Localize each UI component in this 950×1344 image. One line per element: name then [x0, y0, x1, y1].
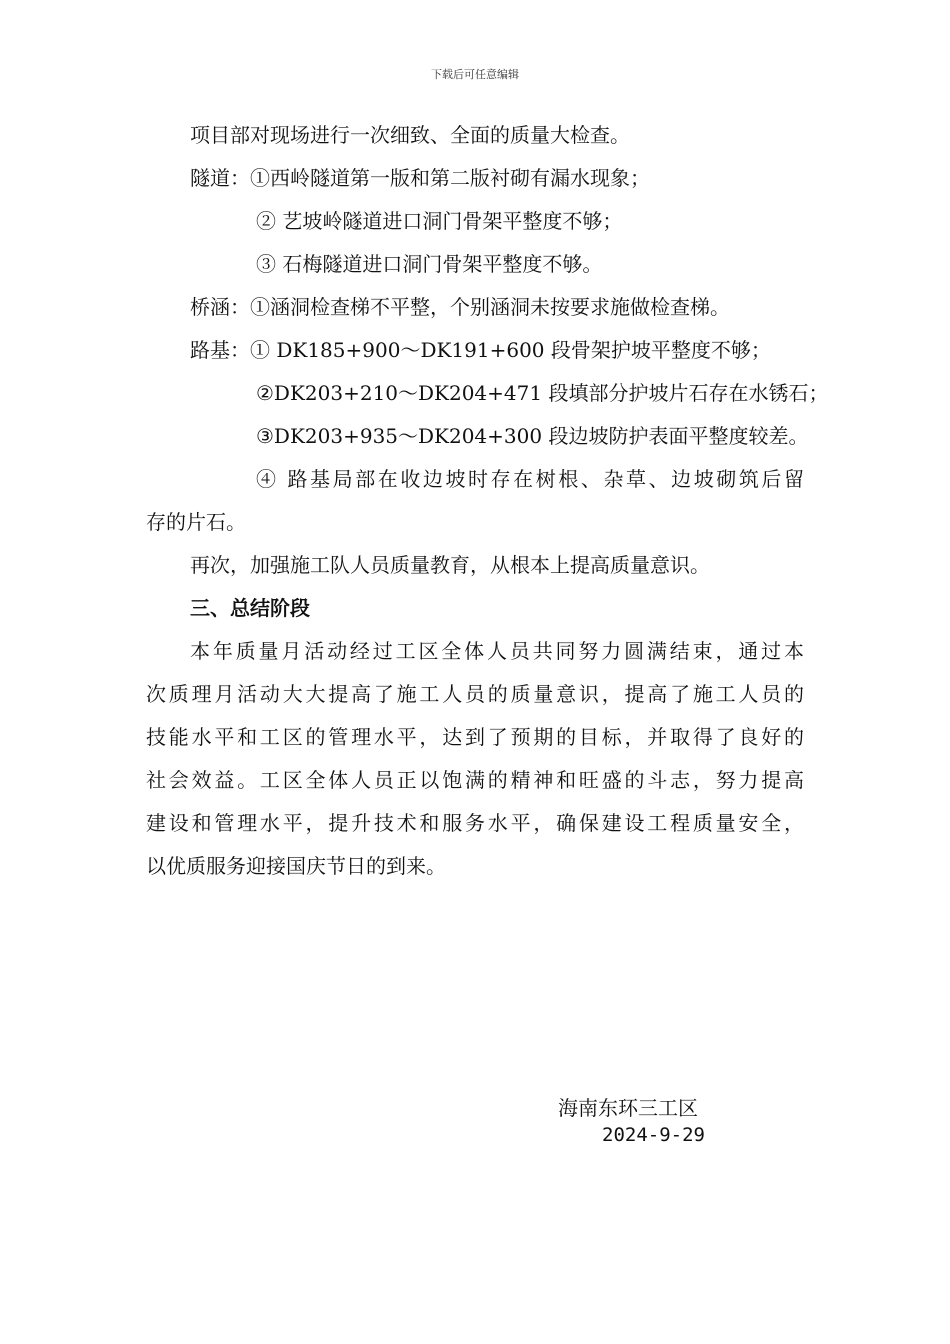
summary-line-2: 次质理月活动大大提高了施工人员的质量意识，提高了施工人员的 — [146, 682, 804, 706]
body-line-tunnel-2: ② 艺坡岭隧道进口洞门骨架平整度不够； — [256, 209, 623, 233]
body-line-education: 再次，加强施工队人员质量教育，从根本上提高质量意识。 — [190, 553, 710, 577]
body-line-tunnel-1: 隧道：①西岭隧道第一版和第二版衬砌有漏水现象； — [190, 166, 650, 190]
signature-org: 海南东环三工区 — [558, 1096, 698, 1120]
section-heading: 三、总结阶段 — [190, 596, 310, 620]
body-line-roadbed-1: 路基：① DK185+900～DK191+600 段骨架护坡平整度不够； — [190, 338, 771, 362]
signature-date: 2024-9-29 — [602, 1124, 705, 1146]
summary-line-5: 建设和管理水平，提升技术和服务水平，确保建设工程质量安全， — [146, 811, 804, 835]
body-line-bridge-1: 桥涵：①涵洞检查梯不平整，个别涵洞未按要求施做检查梯。 — [190, 295, 730, 319]
body-line-roadbed-2: ②DK203+210～DK204+471 段填部分护坡片石存在水锈石； — [256, 381, 829, 405]
summary-line-6: 以优质服务迎接国庆节日的到来。 — [146, 854, 446, 878]
body-line-roadbed-3: ③DK203+935～DK204+300 段边坡防护表面平整度较差。 — [256, 424, 809, 448]
summary-line-3: 技能水平和工区的管理水平，达到了预期的目标，并取得了良好的 — [146, 725, 804, 749]
body-line-roadbed-4-cont: 存的片石。 — [146, 510, 246, 534]
summary-line-4: 社会效益。工区全体人员正以饱满的精神和旺盛的斗志，努力提高 — [146, 768, 804, 792]
body-line-roadbed-4: ④ 路基局部在收边坡时存在树根、杂草、边坡砌筑后留 — [256, 467, 804, 491]
body-line-1: 项目部对现场进行一次细致、全面的质量大检查。 — [190, 123, 630, 147]
body-line-tunnel-3: ③ 石梅隧道进口洞门骨架平整度不够。 — [256, 252, 603, 276]
header-note: 下载后可任意编辑 — [431, 68, 519, 81]
summary-line-1: 本年质量月活动经过工区全体人员共同努力圆满结束，通过本 — [190, 639, 804, 663]
